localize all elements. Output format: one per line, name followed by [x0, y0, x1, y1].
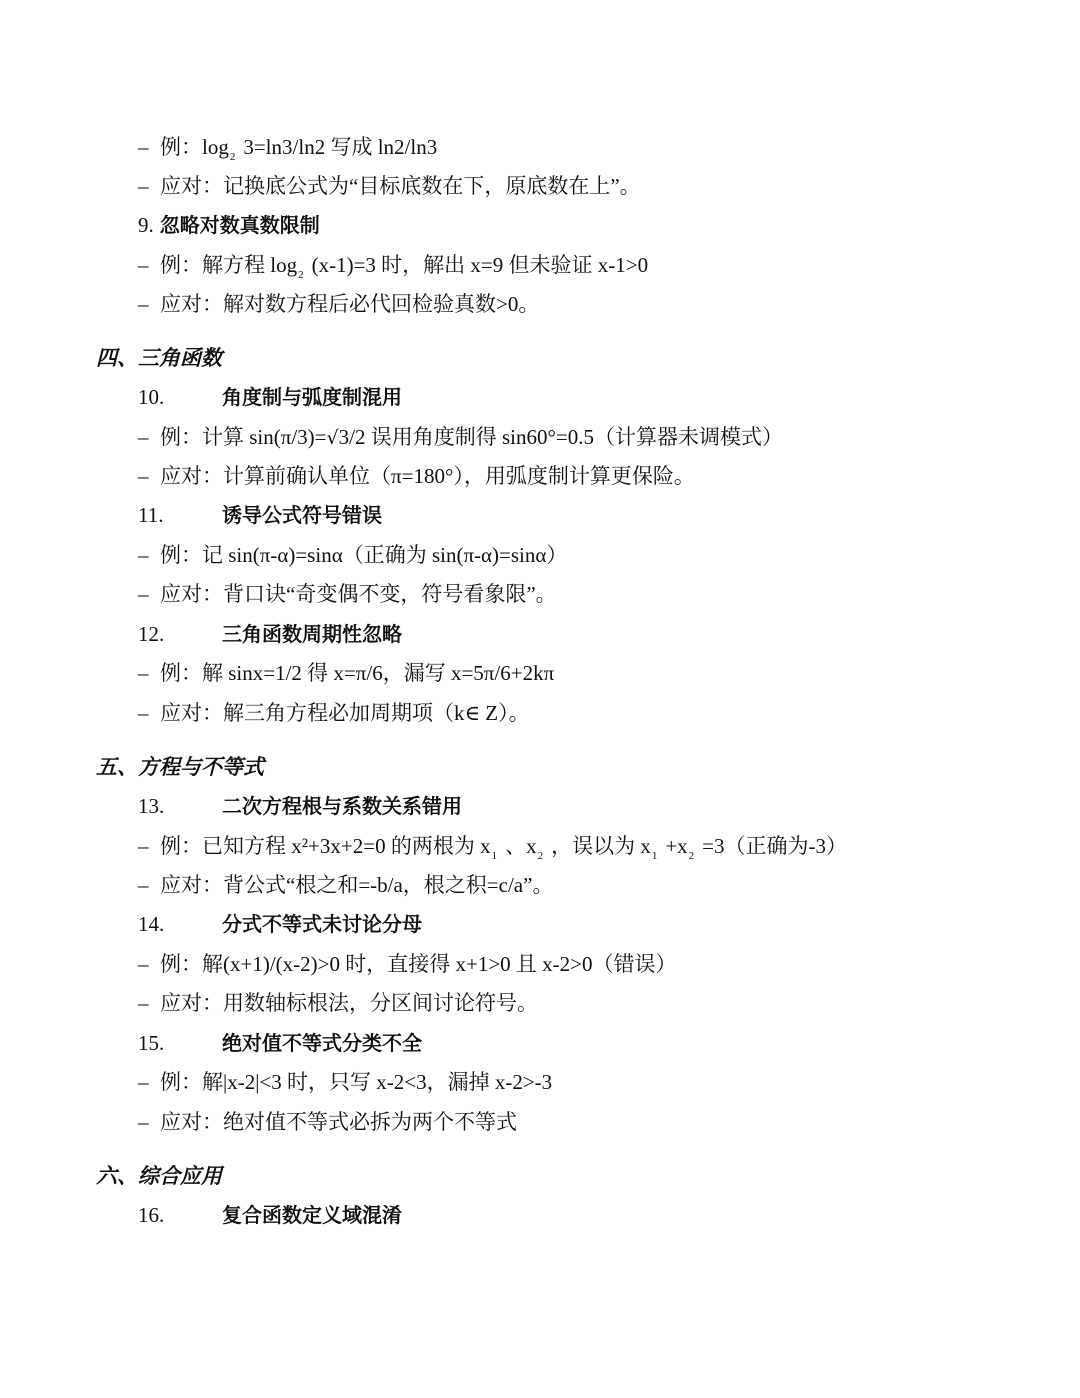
item-heading-14 — [138, 909, 422, 939]
response-line: – 应对：绝对值不等式必拆为两个不等式 — [138, 1107, 517, 1137]
response-line: – 应对：解对数方程后必代回检验真数>0。 — [138, 289, 539, 319]
bullet-dash: – — [138, 1070, 149, 1094]
item-number: 10. — [138, 385, 165, 409]
item-title: 三角函数周期性忽略 — [222, 622, 402, 646]
section-heading-6: 六、综合应用 — [96, 1164, 222, 1188]
bullet-dash: – — [138, 661, 149, 685]
item-heading-16 — [138, 1200, 402, 1230]
item-heading-12 — [138, 619, 402, 649]
item-number: 11. — [138, 503, 164, 527]
example-line: – 例：记 sin(π-α)=sinα（正确为 sin(π-α)=sinα） — [138, 540, 567, 570]
item-number: 9. — [138, 213, 154, 237]
item-heading-13 — [138, 791, 462, 821]
item-title: 忽略对数真数限制 — [159, 213, 320, 237]
item-title: 绝对值不等式分类不全 — [222, 1031, 422, 1055]
item-heading-10 — [138, 382, 402, 412]
example-line: – 例：解 sinx=1/2 得 x=π/6，漏写 x=5π/6+2kπ — [138, 658, 554, 688]
bullet-dash: – — [138, 582, 149, 606]
bullet-dash: – — [138, 1110, 149, 1134]
item-number: 12. — [138, 622, 165, 646]
item-title: 复合函数定义域混淆 — [222, 1203, 402, 1227]
bullet-dash: – — [138, 174, 149, 198]
response-line: – 应对：用数轴标根法，分区间讨论符号。 — [138, 988, 538, 1018]
subscript: 2 — [537, 850, 544, 862]
item-title: 诱导公式符号错误 — [222, 503, 382, 527]
example-line: – 例：计算 sin(π/3)=√3/2 误用角度制得 sin60°=0.5（计算器未调模式） — [138, 422, 783, 452]
bullet-dash: – — [138, 991, 149, 1015]
bullet-dash: – — [138, 425, 149, 449]
subscript: 2 — [298, 269, 304, 281]
example-line: – 例：解方程 $\log_2 (x-1)=3$ 时，解出 x=9 但未验证 x-1>0 — [138, 250, 648, 280]
subscript: 1 — [491, 850, 498, 862]
bullet-dash: – — [138, 834, 149, 858]
item-number: 15. — [138, 1031, 165, 1055]
bullet-dash: – — [138, 135, 149, 159]
example-line: – 例：$\log_2 3=\ln 3/\ln 2$ 写成 ln2/ln3 — [138, 132, 437, 162]
item-number: 16. — [138, 1203, 165, 1227]
example-line: – 例：已知方程 x²+3x+2=0 的两根为 $x_1$ 、$x_2$ ，误以为 $x_1 +x_2 =3$（正确为-3） — [138, 831, 847, 861]
item-heading-9 — [138, 210, 320, 240]
example-line: – 例：解|x-2|<3 时，只写 x-2<3，漏掉 x-2>-3 — [138, 1067, 552, 1097]
subscript: 1 — [651, 850, 658, 862]
section-heading-5: 五、方程与不等式 — [96, 755, 264, 779]
section-heading-4: 四、三角函数 — [96, 346, 222, 370]
bullet-dash: – — [138, 464, 149, 488]
response-line: – 应对：计算前确认单位（π=180°），用弧度制计算更保险。 — [138, 461, 695, 491]
subscript: 2 — [229, 151, 236, 163]
bullet-dash: – — [138, 873, 149, 897]
square-root-symbol: √ — [326, 427, 339, 449]
item-heading-15 — [138, 1028, 422, 1058]
bullet-dash: – — [138, 701, 149, 725]
item-title: 角度制与弧度制混用 — [222, 385, 402, 409]
item-title: 二次方程根与系数关系错用 — [222, 794, 462, 818]
bullet-dash: – — [138, 253, 149, 277]
example-line: – 例：解(x+1)/(x-2)>0 时，直接得 x+1>0 且 x-2>0（错误） — [138, 949, 677, 979]
response-line: – 应对：背口诀“奇变偶不变，符号看象限”。 — [138, 579, 557, 609]
response-line: – 应对：解三角方程必加周期项（k∈ Z）。 — [138, 698, 530, 728]
bullet-dash: – — [138, 543, 149, 567]
item-heading-11 — [138, 500, 382, 530]
item-title: 分式不等式未讨论分母 — [222, 912, 422, 936]
response-line: – 应对：背公式“根之和=-b/a，根之积=c/a”。 — [138, 870, 553, 900]
response-line: – 应对：记换底公式为“目标底数在下，原底数在上”。 — [138, 171, 641, 201]
subscript: 2 — [688, 850, 695, 862]
bullet-dash: – — [138, 952, 149, 976]
item-number: 14. — [138, 912, 165, 936]
item-number: 13. — [138, 794, 165, 818]
bullet-dash: – — [138, 292, 149, 316]
